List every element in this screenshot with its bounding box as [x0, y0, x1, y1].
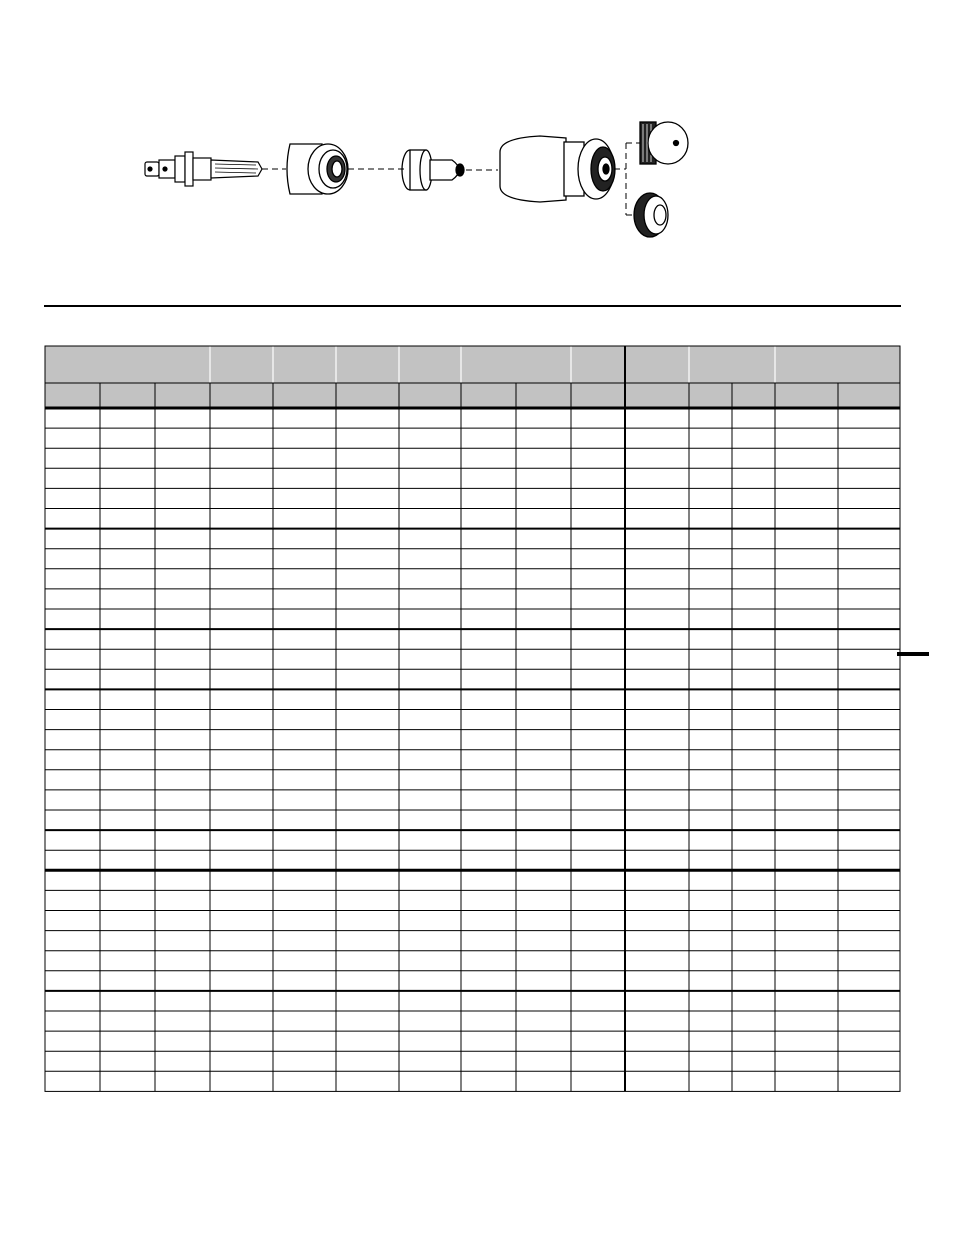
table-header-band — [45, 346, 900, 408]
table-frame — [45, 346, 900, 1091]
